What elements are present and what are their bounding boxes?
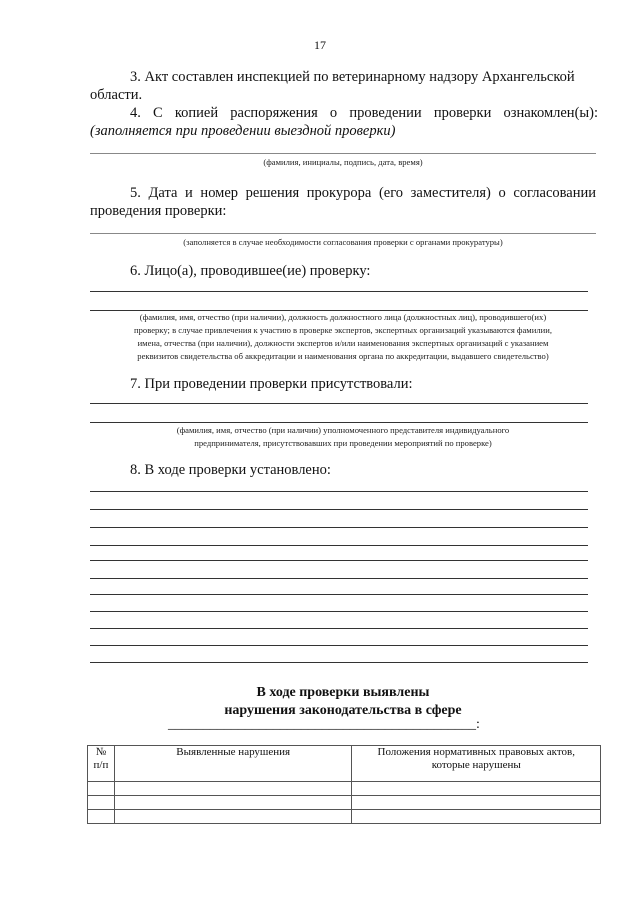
item5-line2: проведения проверки:	[90, 203, 227, 219]
item7-label: 7. При проведении проверки присутствовали:	[130, 376, 413, 392]
item4-signature-line	[90, 153, 596, 154]
table-cell[interactable]	[88, 810, 115, 824]
item8-fill-line	[90, 509, 588, 510]
item8-fill-line	[90, 611, 588, 612]
table-header-row	[88, 746, 601, 782]
table-cell[interactable]	[88, 782, 115, 796]
item8-fill-line	[90, 628, 588, 629]
header-number-line: №	[95, 746, 107, 758]
header-acts-line: Положения нормативных правовых актов,	[377, 746, 575, 758]
header-number	[88, 746, 115, 782]
header-acts	[352, 746, 601, 782]
item3-line1: 3. Акт составлен инспекцией по ветеринарному надзору Архангельской	[130, 69, 575, 85]
item5-line1: 5. Дата и номер решения прокурора (его заместителя) о согласовании	[130, 185, 596, 201]
table-row	[88, 796, 601, 810]
item6-caption	[90, 311, 596, 363]
item8-fill-line	[90, 594, 588, 595]
header-violations: Выявленные нарушения	[114, 746, 352, 782]
table-cell[interactable]	[352, 810, 601, 824]
violations-heading-2: нарушения законодательства в сфере	[224, 703, 462, 718]
header-number-line: п/п	[93, 759, 109, 771]
item3-line2: области.	[90, 87, 143, 103]
item8-fill-line	[90, 662, 588, 663]
header-acts-line: которые нарушены	[431, 759, 521, 771]
item8-label: 8. В ходе проверки установлено:	[130, 462, 331, 478]
table-cell[interactable]	[114, 782, 352, 796]
item5-caption: (заполняется в случае необходимости согласования проверки с органами прокуратуры)	[183, 237, 503, 247]
item4-note: (заполняется при проведении выездной проверки)	[90, 123, 396, 139]
table-cell[interactable]	[114, 810, 352, 824]
item7-caption	[90, 424, 596, 450]
item7-caption-line: (фамилия, имя, отчество (при наличии) уполномоченного представителя индивидуального	[176, 425, 510, 435]
table-row	[88, 782, 601, 796]
item7-fill-line-2	[90, 422, 588, 423]
item4-line1: 4. С копией распоряжения о проведении проверки ознакомлен(ы):	[130, 105, 598, 121]
table-row	[88, 810, 601, 824]
table-cell[interactable]	[352, 782, 601, 796]
item6-label: 6. Лицо(а), проводившее(ие) проверку:	[130, 263, 371, 279]
item8-fill-line	[90, 560, 588, 561]
item7-caption-line: предпринимателя, присутствовавших при проведении мероприятий по проверке)	[194, 438, 492, 448]
item6-caption-line: реквизитов свидетельства об аккредитации и наименования органа по аккредитации, выдавшего свидетельство)	[137, 351, 549, 361]
table-cell[interactable]	[88, 796, 115, 810]
item6-caption-line: имена, отчества (при наличии), должности экспертов и/или наименования экспертных организаций с указанием	[137, 338, 549, 348]
item4-caption: (фамилия, инициалы, подпись, дата, время)	[263, 157, 423, 167]
table-cell[interactable]	[114, 796, 352, 810]
table-cell[interactable]	[352, 796, 601, 810]
item8-fill-line	[90, 527, 588, 528]
violations-heading-1: В ходе проверки выявлены	[256, 685, 430, 700]
page-number: 17	[314, 38, 326, 52]
violations-sphere-blank: ____________________________________________:	[168, 717, 480, 732]
item8-fill-line	[90, 578, 588, 579]
item6-caption-line: проверку; в случае привлечения к участию в проверке экспертов, экспертных организаций указываются фамилии,	[134, 325, 552, 335]
item6-caption-line: (фамилия, имя, отчество (при наличии), должность должностного лица (должностных лиц), проводившего(их)	[139, 312, 547, 322]
violations-table	[87, 745, 601, 824]
item5-fill-line	[90, 233, 596, 234]
item8-fill-line	[90, 645, 588, 646]
item8-fill-line	[90, 545, 588, 546]
item8-fill-line	[90, 491, 588, 492]
item7-fill-line-1	[90, 403, 588, 404]
item6-fill-line-1	[90, 291, 588, 292]
